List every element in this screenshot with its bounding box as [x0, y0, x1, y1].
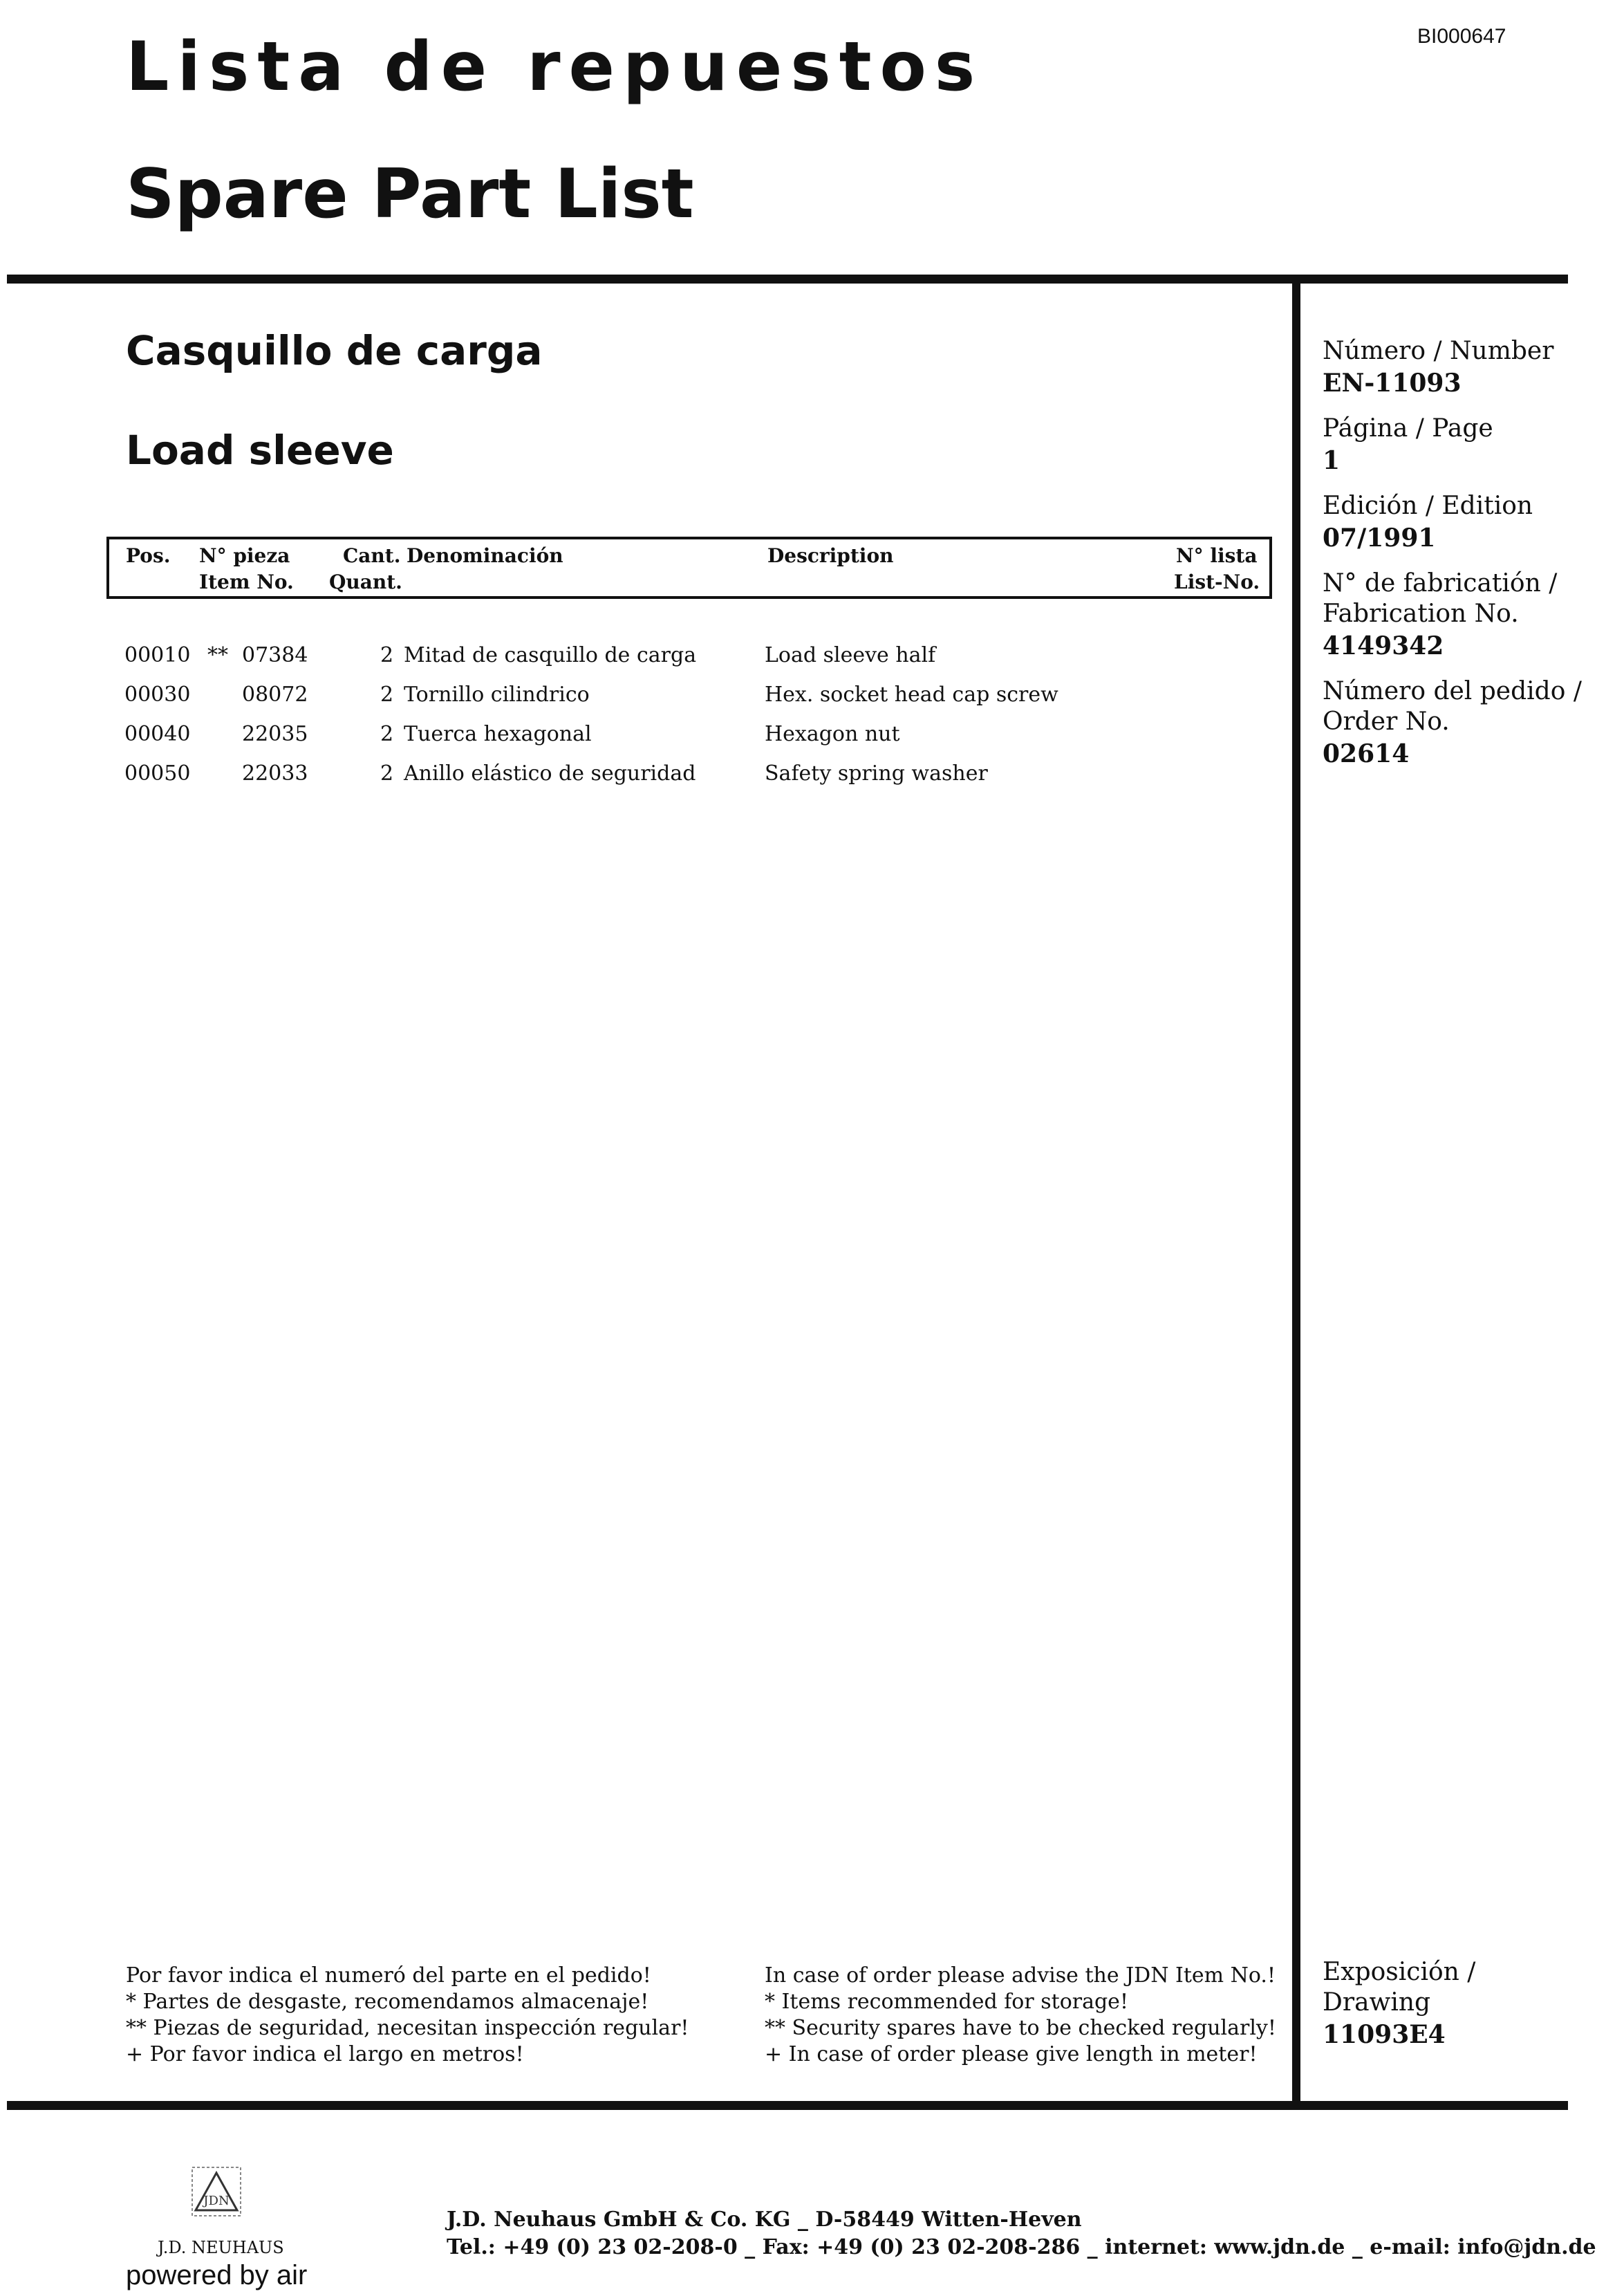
bottom-rule [7, 2101, 1568, 2110]
fabrication-label-en: Fabrication No. [1323, 600, 1519, 628]
title-spanish: Lista de repuestos [126, 28, 984, 107]
column-item-en: Item No. [199, 571, 294, 593]
row-description: Load sleeve half [765, 643, 936, 667]
page-value: 1 [1323, 446, 1341, 475]
row-pos: 00050 [124, 761, 191, 786]
row-name-es: Tornillo cilindrico [404, 683, 590, 707]
row-name-es: Anillo elástico de seguridad [404, 761, 696, 786]
drawing-label-en: Drawing [1323, 1988, 1431, 2017]
top-rule [7, 275, 1568, 284]
note-es-line: ** Piezas de seguridad, necesitan inspección regular! [126, 2016, 689, 2040]
row-pos: 00040 [124, 722, 191, 746]
document-id: BI000647 [1417, 25, 1506, 48]
company-line: J.D. Neuhaus GmbH & Co. KG _ D-58449 Witten-Heven [447, 2207, 1082, 2232]
column-name-es: Denominación [407, 544, 563, 567]
note-es-line: * Partes de desgaste, recomendamos almacenaje! [126, 1990, 649, 2014]
contact-line: Tel.: +49 (0) 23 02-208-0 _ Fax: +49 (0) 23 02-208-286 _ internet: www.jdn.de _ e-mail: info@jdn.de [447, 2235, 1596, 2259]
column-qty-es: Cant. [343, 544, 401, 567]
note-en-line: * Items recommended for storage! [765, 1990, 1128, 2014]
row-name-es: Mitad de casquillo de carga [404, 643, 697, 667]
column-item-es: N° pieza [199, 544, 290, 567]
jdn-logo [171, 2163, 261, 2239]
column-list-es: N° lista [1176, 544, 1258, 567]
row-item: 22035 [242, 722, 308, 746]
page-label: Página / Page [1323, 414, 1493, 443]
table-row [0, 681, 1286, 720]
row-item: 22033 [242, 761, 308, 786]
drawing-label: Exposición / [1323, 1958, 1476, 1986]
jdn-logo-icon [171, 2163, 261, 2239]
number-value: EN-11093 [1323, 369, 1462, 398]
title-english: Spare Part List [126, 155, 694, 234]
fabrication-value: 4149342 [1323, 631, 1444, 660]
edition-value: 07/1991 [1323, 524, 1436, 553]
row-qty: 2 [380, 683, 394, 707]
row-qty: 2 [380, 761, 394, 786]
note-en-line: In case of order please advise the JDN Item No.! [765, 1963, 1276, 1988]
edition-label: Edición / Edition [1323, 492, 1533, 520]
column-list-en: List-No. [1174, 571, 1260, 593]
subtitle-spanish: Casquillo de carga [126, 327, 543, 374]
logo-caption: J.D. NEUHAUS [158, 2238, 284, 2257]
note-en-line: + In case of order please give length in meter! [765, 2042, 1258, 2066]
order-label-en: Order No. [1323, 707, 1450, 736]
note-en-line: ** Security spares have to be checked regularly! [765, 2016, 1276, 2040]
number-label: Número / Number [1323, 337, 1554, 365]
row-description: Hex. socket head cap screw [765, 683, 1058, 707]
row-item: 07384 [242, 643, 308, 667]
row-description: Hexagon nut [765, 722, 900, 746]
row-description: Safety spring washer [765, 761, 988, 786]
note-es-line: + Por favor indica el largo en metros! [126, 2042, 524, 2066]
logo-text: JDN [203, 2194, 230, 2208]
row-qty: 2 [380, 643, 394, 667]
row-pos: 00030 [124, 683, 191, 707]
column-qty-en: Quant. [329, 571, 402, 593]
vertical-rule [1292, 275, 1300, 2110]
order-label: Número del pedido / [1323, 677, 1582, 705]
row-mark: ** [207, 643, 228, 667]
row-pos: 00010 [124, 643, 191, 667]
table-row [0, 721, 1286, 759]
note-es-line: Por favor indica el numeró del parte en el pedido! [126, 1963, 651, 1988]
table-row [0, 642, 1286, 681]
tagline: powered by air [126, 2260, 308, 2290]
column-description: Description [767, 544, 894, 567]
row-name-es: Tuerca hexagonal [404, 722, 592, 746]
column-pos: Pos. [126, 544, 171, 567]
row-item: 08072 [242, 683, 308, 707]
row-qty: 2 [380, 722, 394, 746]
fabrication-label: N° de fabricatión / [1323, 569, 1558, 598]
order-value: 02614 [1323, 739, 1410, 768]
table-row [0, 760, 1286, 799]
subtitle-english: Load sleeve [126, 427, 394, 474]
drawing-value: 11093E4 [1323, 2020, 1446, 2049]
parts-table-header [106, 537, 1272, 599]
